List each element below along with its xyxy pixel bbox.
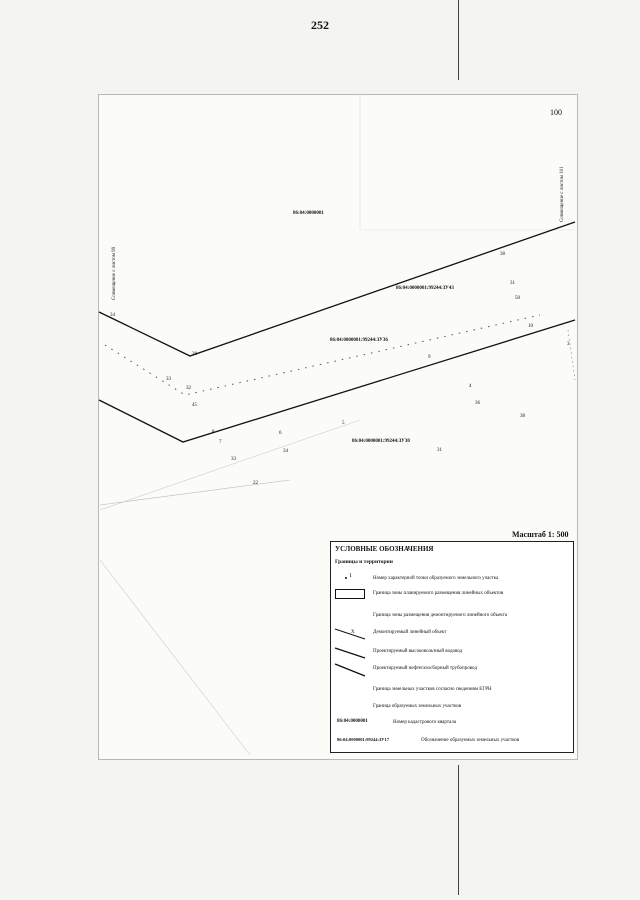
legend-row — [331, 627, 571, 639]
point-label: 45 — [192, 403, 197, 408]
legend-box — [330, 541, 574, 753]
point-label: 38 — [500, 252, 505, 257]
legend-text: Демонтируемый линейный объект — [373, 630, 447, 635]
legend-text: Граница зоны размещения демонтируемого линейного объекта — [373, 613, 508, 618]
point-label: 6 — [279, 431, 282, 436]
legend-title: УСЛОВНЫЕ ОБОЗНАЧЕНИЯ — [335, 545, 434, 553]
point-label: 10 — [528, 324, 533, 329]
parcel-label: 86:04:0000001:99244:ЗУ36 — [330, 338, 388, 343]
point-label: 38 — [520, 414, 525, 419]
point-label: 4 — [469, 384, 472, 389]
bg-line — [100, 560, 250, 755]
legend-row — [331, 735, 571, 747]
point-label: 28 — [192, 352, 197, 357]
legend-row — [331, 573, 571, 585]
point-label: 33 — [166, 377, 171, 382]
legend-row — [331, 663, 571, 675]
point-label: 22 — [253, 481, 258, 486]
point-label: 32 — [186, 386, 191, 391]
legend-text: Номер кадастрового квартала — [393, 720, 457, 725]
page-number: 252 — [311, 18, 329, 32]
point-symbol — [333, 573, 367, 585]
point-label: 34 — [283, 449, 288, 454]
point-label: 50 — [515, 296, 520, 301]
zone-boundary-upper — [99, 222, 575, 356]
demolish-mark: Х — [351, 630, 355, 635]
legend-row — [331, 701, 571, 713]
legend-text: Номер характерной точки образуемого земельного участка — [373, 576, 499, 581]
legend-section: Границы и территории — [335, 559, 393, 565]
legend-row — [331, 646, 571, 658]
point-label: 36 — [475, 401, 480, 406]
point-label: 8 — [212, 430, 215, 435]
legend-text: Проектируемый нефтегазосборный трубопровод — [373, 666, 477, 671]
point-label: 33 — [231, 457, 236, 462]
legend-row — [331, 717, 571, 729]
waterline-symbol — [333, 646, 367, 658]
parcel-boundary-right — [568, 330, 575, 380]
match-right-note: Совмещение с листом 101 — [560, 166, 565, 222]
legend-row — [331, 684, 571, 696]
legend-text: Граница зоны планируемого размещения линейных объектов — [373, 591, 504, 596]
match-left-note: Совмещение с листом 99 — [112, 246, 117, 300]
bg-line — [100, 420, 360, 510]
demolished-symbol — [333, 627, 367, 639]
point-mark: 1 — [349, 573, 352, 579]
point-label: 7 — [219, 440, 222, 445]
point-label: 9 — [428, 355, 431, 360]
quarter-label: 86:04:0000001 — [293, 211, 324, 216]
parcel-boundary-dotted — [105, 315, 540, 395]
point-label: 31 — [510, 281, 515, 286]
legend-text: Проектируемый высоковольтный водовод — [373, 649, 463, 654]
map-scale: Масштаб 1: 500 — [512, 530, 569, 539]
point-label: 5 — [342, 421, 345, 426]
legend-text: Обозначение образуемых земельных участков — [421, 738, 520, 743]
legend-row — [331, 588, 571, 600]
point-label: 31 — [437, 448, 442, 453]
pipeline-symbol — [333, 663, 367, 675]
point-label: 34 — [110, 313, 115, 318]
parcel-code: 86:04:0000001:99244:ЗУ17 — [337, 737, 390, 742]
parcel-label: 86:04:0000001:99244:ЗУ43 — [396, 286, 454, 291]
legend-text: Граница образуемых земельных участков — [373, 704, 462, 709]
legend-row — [331, 610, 571, 622]
bg-line — [100, 480, 290, 505]
zone-symbol — [333, 588, 367, 600]
parcel-label: 86:04:0000001:99244:ЗУ30 — [352, 439, 410, 444]
frame-number: 100 — [550, 108, 562, 117]
point-label: 3 — [567, 342, 570, 347]
legend-text: Граница земельных участков согласно сведениям ЕГРН — [373, 687, 492, 692]
quarter-code: 86:04:0000001 — [337, 719, 368, 724]
